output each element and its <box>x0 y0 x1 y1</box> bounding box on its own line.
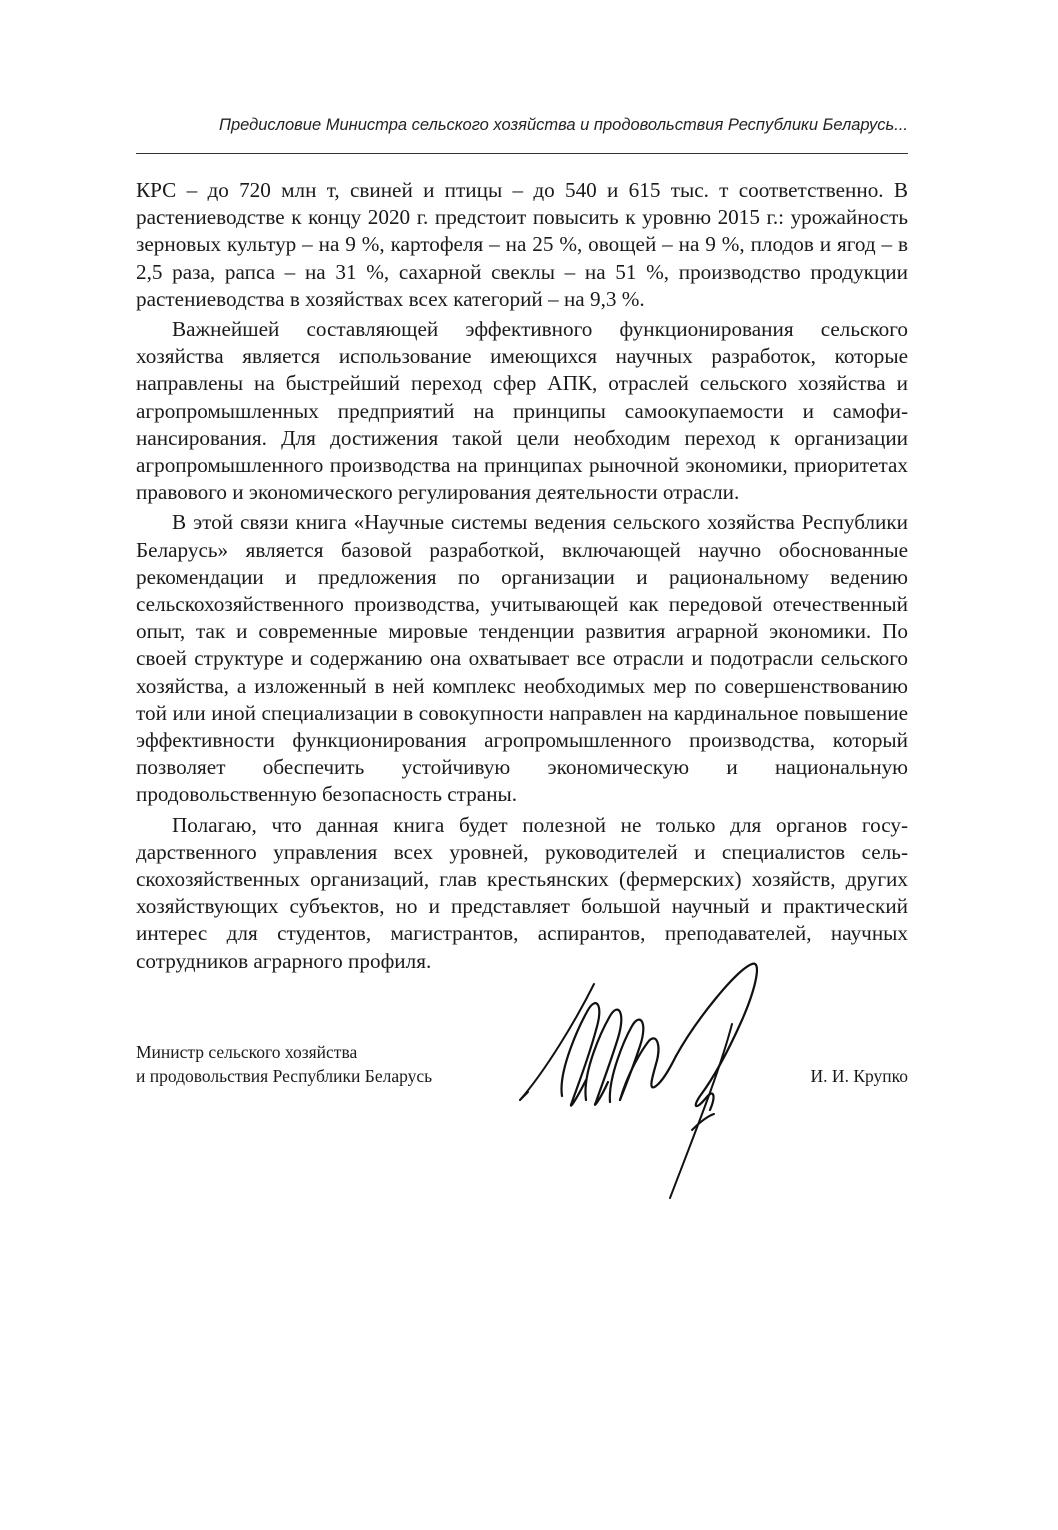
signatory-position <box>136 1040 432 1088</box>
signatory-position-line: и продовольствия Республики Беларусь <box>136 1066 433 1086</box>
paragraph: Важнейшей составляющей эффективного функционирования сельского хозяйства является использование имеющихся научных разработок, которые направлены на быстрейший переход сфер АПК, отраслей сельского хозяйства и агропромышленных предприятий на принципы самоокупаемости и самофинансирования. Для достижения такой цели необходим переход к организации агропромышленного производства на принципах рыночной экономики, приоритетах правового и экономического регулирования деятельности отрасли. <box>136 317 908 505</box>
handwritten-signature-icon <box>516 960 776 1200</box>
signature-block <box>136 1040 908 1210</box>
signatory-position-line: Министр сельского хозяйства <box>136 1042 358 1062</box>
body-text <box>136 177 908 978</box>
header-rule <box>136 153 908 154</box>
running-header: Предисловие Министра сельского хозяйства и продовольствия Республики Беларусь... <box>219 116 908 134</box>
signatory-name: И. И. Крупко <box>810 1066 908 1086</box>
paragraph: В этой связи книга «Научные системы ведения сельского хозяйства Республики Беларусь» является базовой разработкой, включающей научно обоснованные рекомендации и предложения по организации и рациональному ведению сельскохозяйственного производства, учитывающей как передовой отечественный опыт, так и современные мировые тенденции развития аграрной экономики. По своей структуре и содержанию она охватывает все отрасли и подотрасли сельского хозяйства, а изложенный в ней комплекс необходимых мер по совершенствованию той или иной специализации в совокупности направлен на кардинальное повышение эффективности функционирования агропромышленного производства, который позволяет обеспечить устойчивую экономическую и национальную продовольственную безопасность страны. <box>136 510 908 807</box>
paragraph: Полагаю, что данная книга будет полезной не только для органов государственного управления всех уровней, руководителей и специалистов сельскохозяйственных организаций, глав крестьянских (фермерских) хозяйств, других хозяйствующих субъектов, но и представляет большой научный и практический интерес для студентов, магистрантов, аспирантов, преподавателей, научных сотрудников аграрного профиля. <box>136 812 908 973</box>
paragraph: КРС – до 720 млн т, свиней и птицы – до 540 и 615 тыс. т соответственно. В растениеводстве к концу 2020 г. предстоит повысить к уровню 2015 г.: урожайность зерновых культур – на 9 %, картофеля – на 25 %, овощей – на 9 %, плодов и ягод – в 2,5 раза, рапса – на 31 %, сахарной свеклы – на 51 %, производство продукции растениеводства в хозяйствах всех категорий – на 9,3 %. <box>136 178 908 311</box>
